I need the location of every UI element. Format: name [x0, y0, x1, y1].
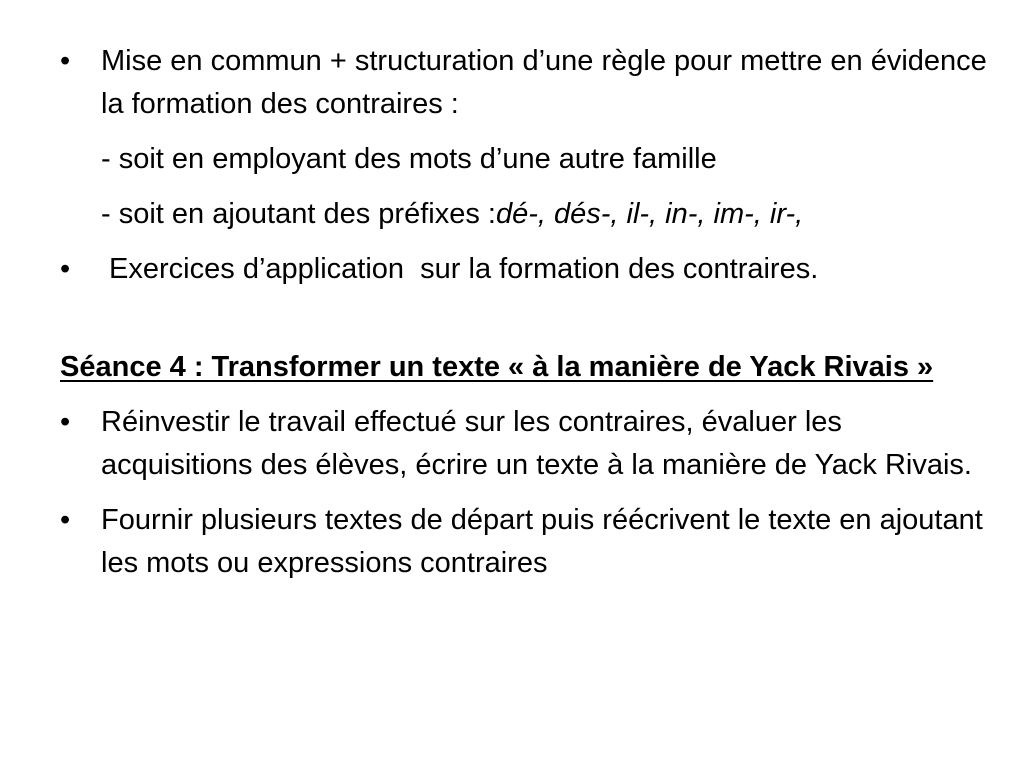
bullet-text: Exercices d’application sur la formation des contraires.: [101, 253, 819, 285]
bullet-item-exercices: [60, 248, 1000, 291]
bullet-item-fournir: [60, 499, 1000, 585]
bullet-marker: •: [60, 406, 71, 438]
slide-content: [60, 40, 1000, 585]
seance-4-heading: [60, 346, 1000, 389]
heading-text: Séance 4 : Transformer un texte « à la manière de Yack Rivais »: [60, 351, 934, 383]
spacer: [60, 291, 1000, 334]
bullet-marker: •: [60, 45, 71, 77]
bullet-text: Réinvestir le travail effectué sur les contraires, évaluer les acquisitions des élèves, écrire un texte à la manière de Yack Rivais.: [101, 406, 972, 481]
bullet-item-reinvestir: [60, 401, 1000, 487]
sub-line-prefixes-label: - soit en ajoutant des préfixes :: [101, 198, 496, 230]
bullet-text: Mise en commun + structuration d’une règle pour mettre en évidence la formation des contraires :: [101, 45, 987, 120]
sub-line-autre-famille: - soit en employant des mots d’une autre famille: [101, 143, 717, 175]
prefix-list: dé-, dés-, il-, in-, im-, ir-,: [495, 198, 804, 230]
bullet-marker: •: [60, 504, 71, 536]
bullet-item-mise-en-commun: [60, 40, 1000, 126]
sub-line-prefixes: [60, 193, 1000, 236]
bullet-text: Fournir plusieurs textes de départ puis réécrivent le texte en ajoutant les mots ou expressions contraires: [101, 504, 983, 579]
bullet-marker: •: [60, 253, 71, 285]
